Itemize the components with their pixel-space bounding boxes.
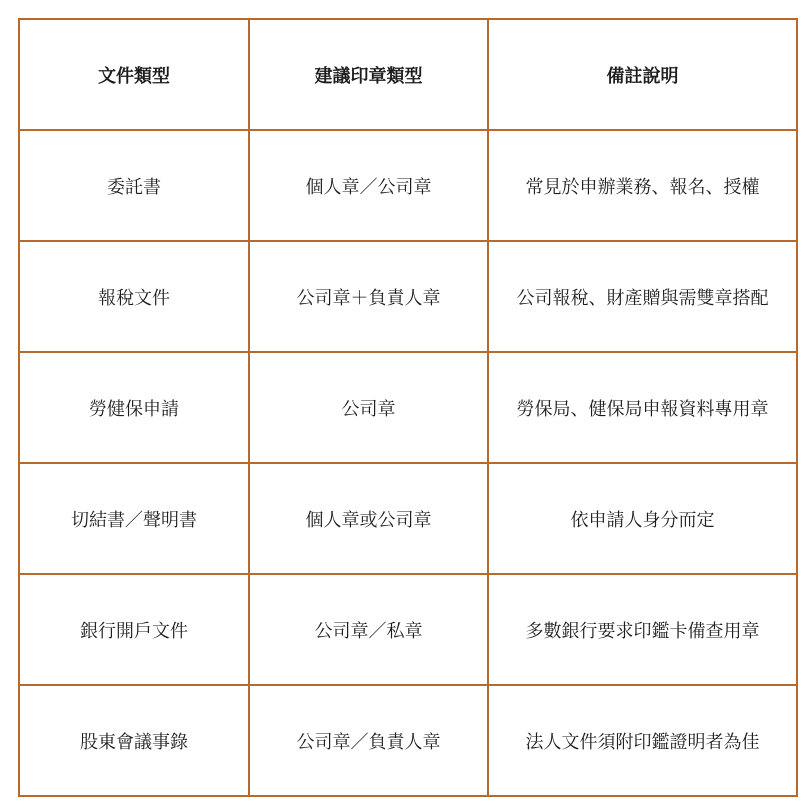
seal-type-table: [18, 18, 798, 797]
cell-document-type: 報稅文件: [19, 241, 249, 352]
cell-remarks: 依申請人身分而定: [488, 463, 797, 574]
header-remarks: 備註說明: [488, 19, 797, 130]
cell-document-type: 股東會議事錄: [19, 685, 249, 796]
table-row: [19, 241, 797, 352]
cell-document-type: 勞健保申請: [19, 352, 249, 463]
table-row: [19, 685, 797, 796]
cell-seal-type: 個人章或公司章: [249, 463, 488, 574]
cell-document-type: 切結書／聲明書: [19, 463, 249, 574]
cell-remarks: 公司報稅、財產贈與需雙章搭配: [488, 241, 797, 352]
cell-remarks: 多數銀行要求印鑑卡備查用章: [488, 574, 797, 685]
cell-remarks: 勞保局、健保局申報資料專用章: [488, 352, 797, 463]
table-row: [19, 463, 797, 574]
header-suggested-seal-type: 建議印章類型: [249, 19, 488, 130]
cell-remarks: 法人文件須附印鑑證明者為佳: [488, 685, 797, 796]
cell-document-type: 銀行開戶文件: [19, 574, 249, 685]
cell-seal-type: 公司章＋負責人章: [249, 241, 488, 352]
cell-document-type: 委託書: [19, 130, 249, 241]
cell-seal-type: 公司章／私章: [249, 574, 488, 685]
cell-seal-type: 公司章／負責人章: [249, 685, 488, 796]
table-row: [19, 352, 797, 463]
header-document-type: 文件類型: [19, 19, 249, 130]
table-row: [19, 130, 797, 241]
cell-remarks: 常見於申辦業務、報名、授權: [488, 130, 797, 241]
cell-seal-type: 個人章／公司章: [249, 130, 488, 241]
cell-seal-type: 公司章: [249, 352, 488, 463]
table-header-row: [19, 19, 797, 130]
table-row: [19, 574, 797, 685]
